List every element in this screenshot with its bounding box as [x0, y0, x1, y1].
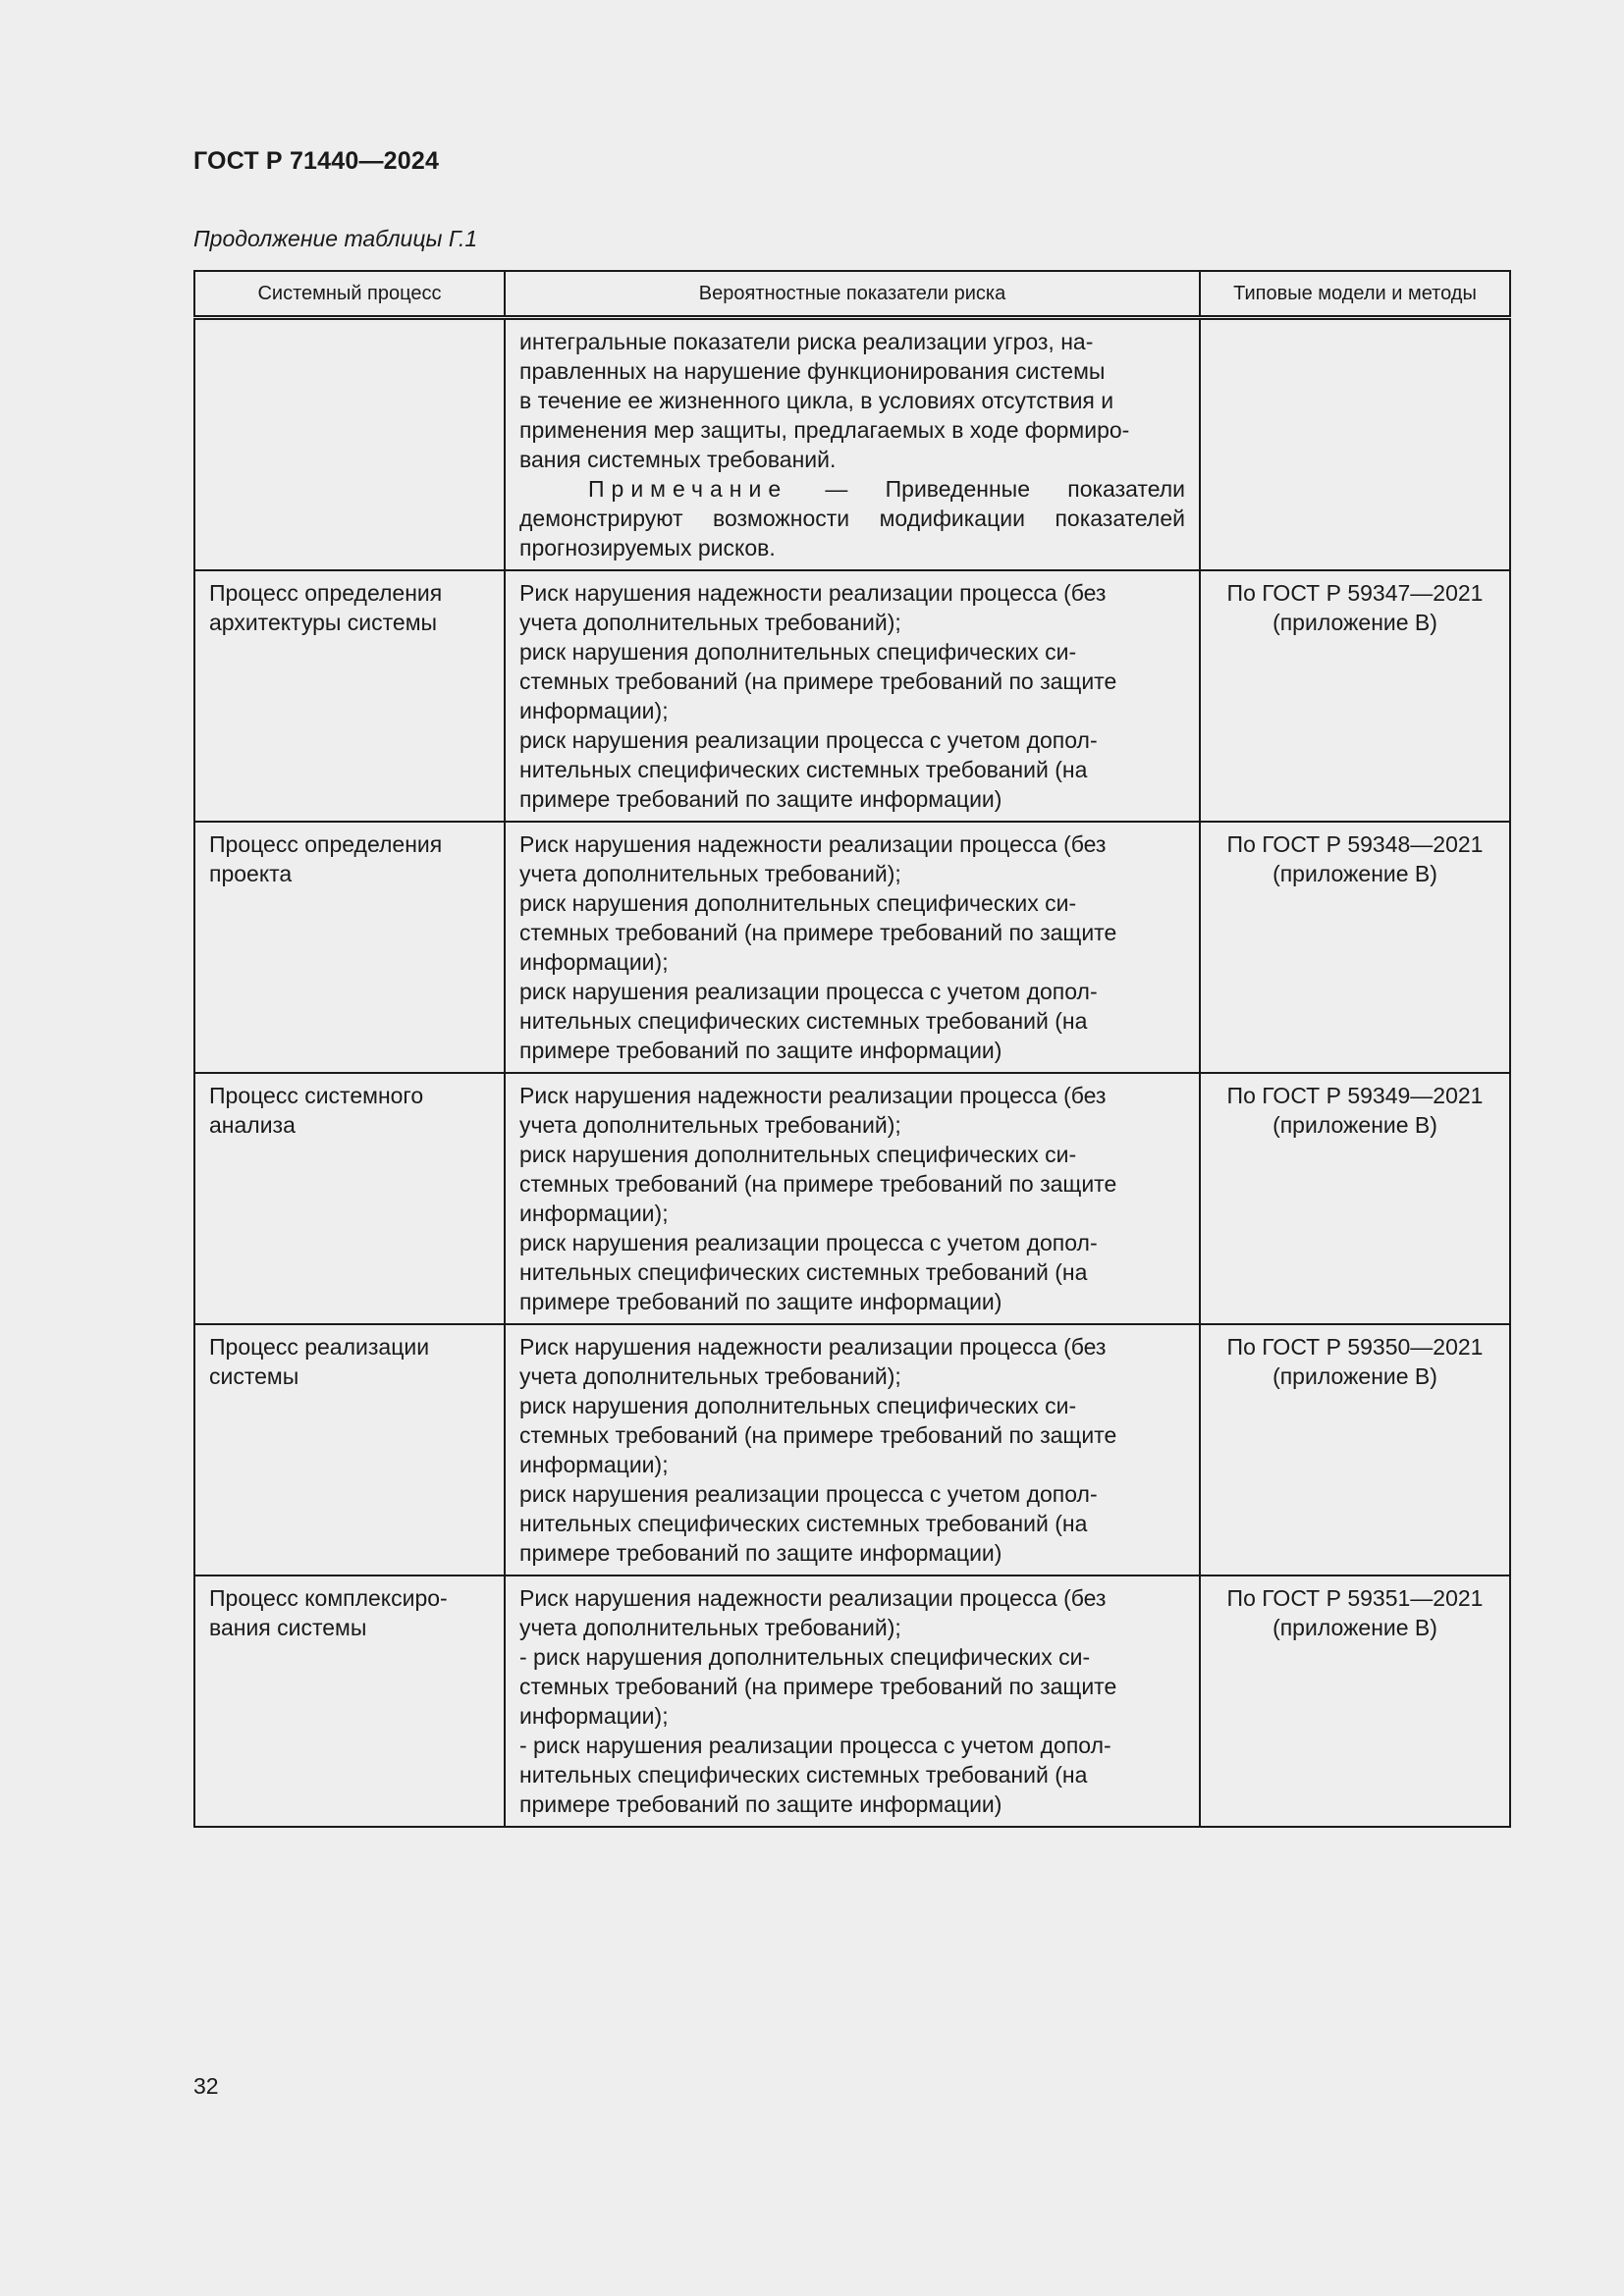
- process-cell: [194, 570, 505, 822]
- process-line: Процесс комплексиро-: [209, 1585, 448, 1611]
- indicator-line: интегральные показатели риска реализации угроз, на-: [519, 329, 1094, 354]
- table-row-continuation: [194, 318, 1510, 571]
- indicator-line: Риск нарушения надежности реализации процесса (без: [519, 1083, 1107, 1108]
- indicator-line: стемных требований (на примере требований по защите: [519, 1171, 1117, 1197]
- process-line: архитектуры системы: [209, 610, 438, 635]
- method-line: (приложение В): [1272, 1112, 1437, 1138]
- indicator-line: применения мер защиты, предлагаемых в ходе формиро-: [519, 417, 1130, 443]
- indicator-line: информации);: [519, 949, 669, 975]
- indicator-line: нительных специфических системных требований (на: [519, 1762, 1088, 1788]
- indicator-line: Риск нарушения надежности реализации процесса (без: [519, 580, 1107, 606]
- indicator-line: в течение ее жизненного цикла, в условиях отсутствия и: [519, 388, 1114, 413]
- indicator-line: примере требований по защите информации): [519, 1289, 1002, 1314]
- indicator-line: учета дополнительных требований);: [519, 610, 901, 635]
- methods-cell: [1200, 570, 1510, 822]
- column-header-process: Системный процесс: [194, 271, 505, 318]
- method-line: (приложение В): [1272, 1615, 1437, 1640]
- indicator-line: вания системных требований.: [519, 447, 837, 472]
- process-line: Процесс определения: [209, 580, 443, 606]
- process-cell: [194, 1324, 505, 1575]
- indicator-line: - риск нарушения дополнительных специфических си-: [519, 1644, 1091, 1670]
- methods-cell: [1200, 1073, 1510, 1324]
- indicator-line: риск нарушения дополнительных специфических си-: [519, 1393, 1077, 1418]
- methods-cell: [1200, 1324, 1510, 1575]
- table-header-row: [194, 271, 1510, 318]
- table-row: [194, 1073, 1510, 1324]
- method-line: (приложение В): [1272, 610, 1437, 635]
- indicators-cell: [505, 318, 1200, 571]
- indicator-line: риск нарушения реализации процесса с учетом допол-: [519, 727, 1098, 753]
- indicators-cell: [505, 1073, 1200, 1324]
- process-line: системы: [209, 1363, 299, 1389]
- process-cell: [194, 1073, 505, 1324]
- process-cell: [194, 822, 505, 1073]
- process-line: Процесс системного: [209, 1083, 424, 1108]
- risk-table: [193, 270, 1511, 1828]
- indicator-line: информации);: [519, 1452, 669, 1477]
- table-row: [194, 1324, 1510, 1575]
- methods-cell: [1200, 1575, 1510, 1827]
- process-cell: [194, 318, 505, 571]
- indicator-line: учета дополнительных требований);: [519, 861, 901, 886]
- table-row: [194, 570, 1510, 822]
- indicator-line: примере требований по защите информации): [519, 786, 1002, 812]
- indicator-line: примере требований по защите информации): [519, 1540, 1002, 1566]
- method-line: По ГОСТ Р 59350—2021: [1226, 1334, 1484, 1360]
- indicator-line: Риск нарушения надежности реализации процесса (без: [519, 1334, 1107, 1360]
- process-line: анализа: [209, 1112, 296, 1138]
- indicator-line: - риск нарушения реализации процесса с учетом допол-: [519, 1733, 1111, 1758]
- method-line: По ГОСТ Р 59348—2021: [1226, 831, 1484, 857]
- indicator-line: учета дополнительных требований);: [519, 1363, 901, 1389]
- method-line: (приложение В): [1272, 861, 1437, 886]
- indicator-line: стемных требований (на примере требований по защите: [519, 920, 1117, 945]
- method-line: По ГОСТ Р 59349—2021: [1226, 1083, 1484, 1108]
- indicator-line: риск нарушения реализации процесса с учетом допол-: [519, 979, 1098, 1004]
- indicator-line: примере требований по защите информации): [519, 1791, 1002, 1817]
- note-text: — Приведенные показатели демонстрируют возможности модификации показателей прогнозируемых рисков.: [519, 476, 1185, 561]
- process-line: вания системы: [209, 1615, 367, 1640]
- method-line: По ГОСТ Р 59351—2021: [1226, 1585, 1484, 1611]
- indicators-cell: [505, 822, 1200, 1073]
- indicator-line: риск нарушения дополнительных специфических си-: [519, 639, 1077, 665]
- indicator-line: учета дополнительных требований);: [519, 1615, 901, 1640]
- indicator-line: Риск нарушения надежности реализации процесса (без: [519, 831, 1107, 857]
- indicator-line: нительных специфических системных требований (на: [519, 757, 1088, 782]
- indicator-line: нительных специфических системных требований (на: [519, 1008, 1088, 1034]
- method-line: (приложение В): [1272, 1363, 1437, 1389]
- indicator-line: примере требований по защите информации): [519, 1038, 1002, 1063]
- indicator-line: стемных требований (на примере требований по защите: [519, 668, 1117, 694]
- indicator-line: стемных требований (на примере требований по защите: [519, 1674, 1117, 1699]
- indicator-line: риск нарушения дополнительных специфических си-: [519, 1142, 1077, 1167]
- process-line: Процесс реализации: [209, 1334, 430, 1360]
- page-number: 32: [193, 2073, 219, 2099]
- process-cell: [194, 1575, 505, 1827]
- methods-cell: [1200, 822, 1510, 1073]
- table-row: [194, 822, 1510, 1073]
- methods-cell: [1200, 318, 1510, 571]
- indicator-line: риск нарушения дополнительных специфических си-: [519, 890, 1077, 916]
- table-note: [519, 474, 1185, 562]
- indicators-cell: [505, 570, 1200, 822]
- indicators-cell: [505, 1324, 1200, 1575]
- indicator-line: стемных требований (на примере требований по защите: [519, 1422, 1117, 1448]
- indicator-line: информации);: [519, 1703, 669, 1729]
- table-caption: Продолжение таблицы Г.1: [193, 226, 478, 251]
- indicator-line: правленных на нарушение функционирования системы: [519, 358, 1106, 384]
- column-header-indicators: Вероятностные показатели риска: [505, 271, 1200, 318]
- indicators-cell: [505, 1575, 1200, 1827]
- indicator-line: нительных специфических системных требований (на: [519, 1511, 1088, 1536]
- method-line: По ГОСТ Р 59347—2021: [1226, 580, 1484, 606]
- process-line: Процесс определения: [209, 831, 443, 857]
- indicator-line: учета дополнительных требований);: [519, 1112, 901, 1138]
- indicator-line: риск нарушения реализации процесса с учетом допол-: [519, 1481, 1098, 1507]
- indicator-line: нительных специфических системных требований (на: [519, 1259, 1088, 1285]
- document-header: ГОСТ Р 71440—2024: [193, 147, 440, 175]
- indicator-line: Риск нарушения надежности реализации процесса (без: [519, 1585, 1107, 1611]
- note-label: Примечание: [588, 476, 788, 502]
- indicator-line: информации);: [519, 1201, 669, 1226]
- indicator-line: информации);: [519, 698, 669, 723]
- table-row: [194, 1575, 1510, 1827]
- indicator-line: риск нарушения реализации процесса с учетом допол-: [519, 1230, 1098, 1255]
- process-line: проекта: [209, 861, 293, 886]
- column-header-methods: Типовые модели и методы: [1200, 271, 1510, 318]
